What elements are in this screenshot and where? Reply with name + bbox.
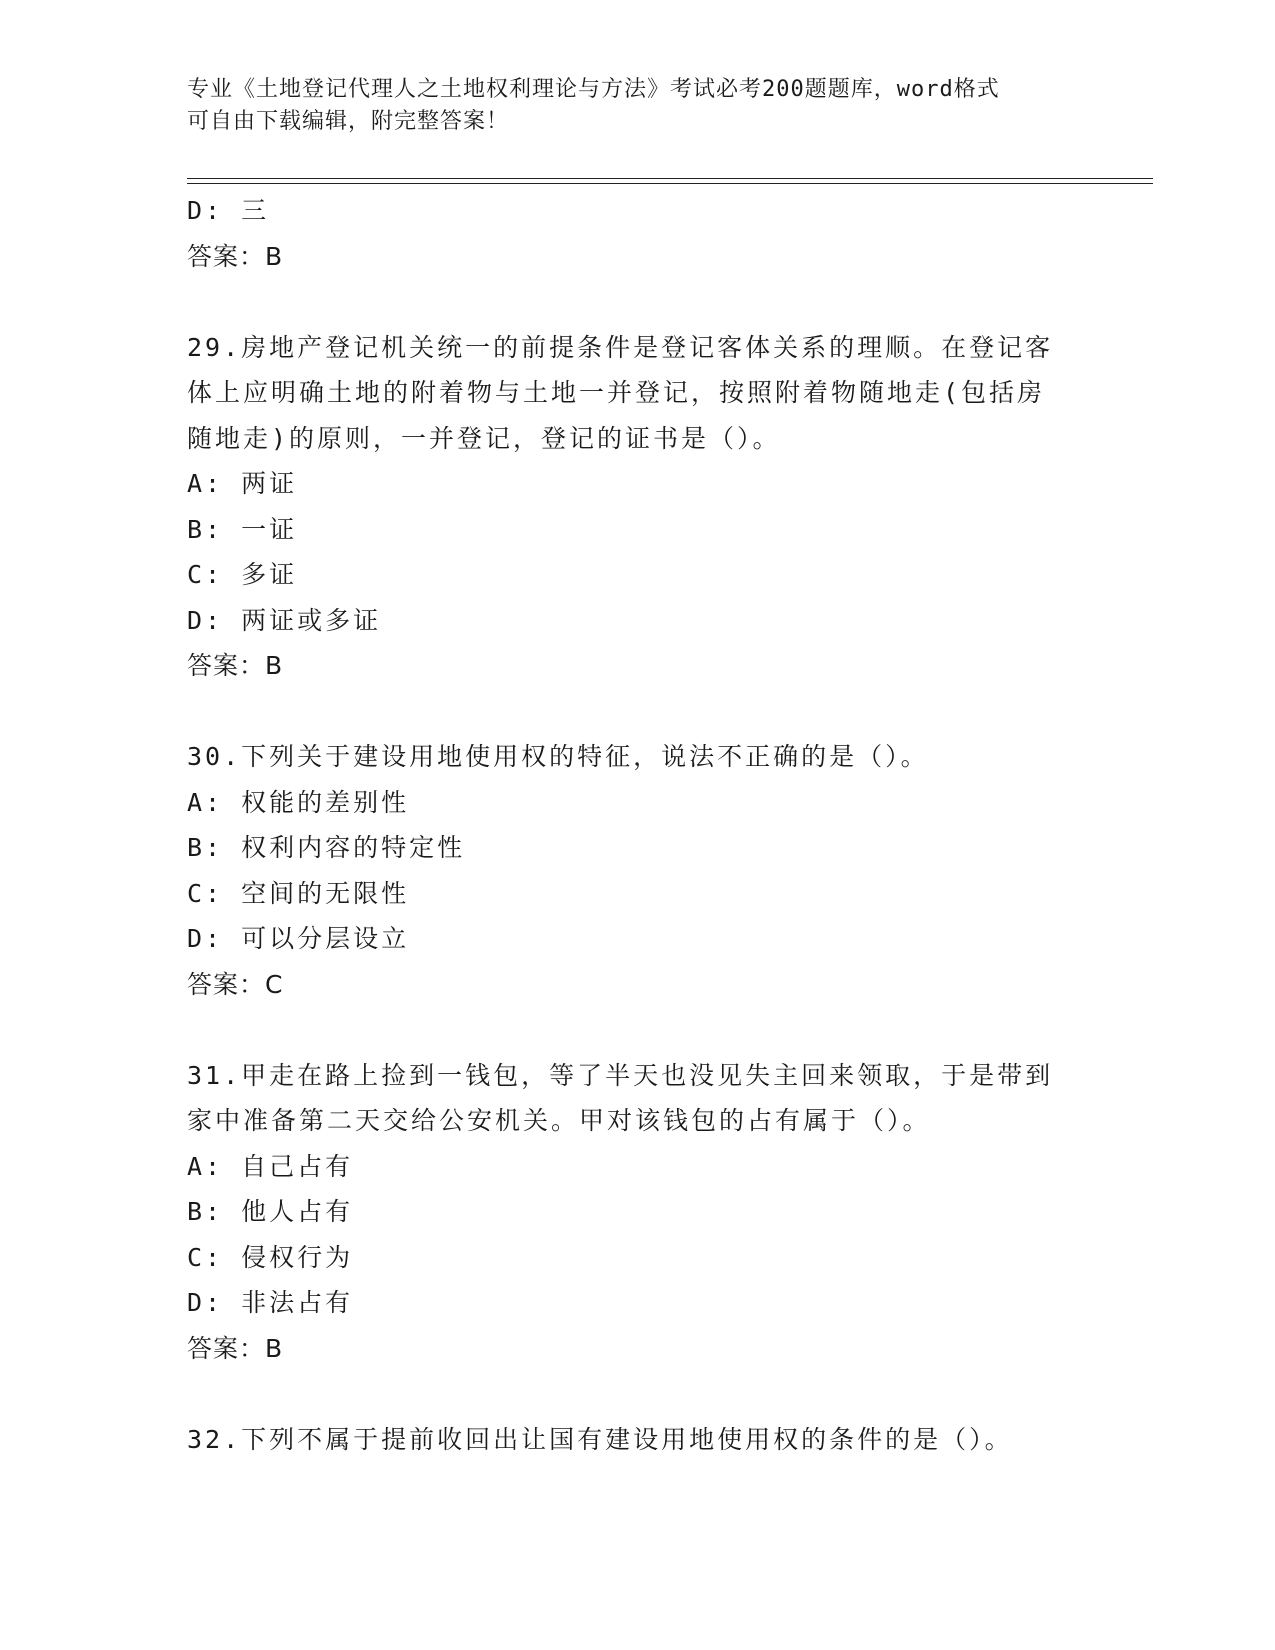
question-31 xyxy=(187,1053,1087,1372)
header-line-1: 专业《土地登记代理人之土地权利理论与方法》考试必考200题题库，word格式 xyxy=(187,77,1000,102)
document-body xyxy=(187,188,1087,1462)
option-d: D: 三 xyxy=(187,196,270,225)
question-29 xyxy=(187,325,1087,689)
question-text-line: 体上应明确土地的附着物与土地一并登记，按照附着物随地走(包括房 xyxy=(187,378,1046,407)
option-c: C: 侵权行为 xyxy=(187,1242,354,1272)
question-text-line: 家中准备第二天交给公安机关。甲对该钱包的占有属于（）。 xyxy=(187,1106,931,1135)
question-text-line: 随地走)的原则，一并登记，登记的证书是（）。 xyxy=(187,423,781,453)
option-c: C: 多证 xyxy=(187,560,298,589)
answer-line: 答案：B xyxy=(187,1333,284,1363)
spacer xyxy=(187,1371,1087,1417)
spacer xyxy=(187,1007,1087,1053)
option-b: B: 他人占有 xyxy=(187,1197,354,1226)
page-header xyxy=(187,74,1087,138)
question-30 xyxy=(187,734,1087,1007)
answer-line: 答案：B xyxy=(187,241,284,271)
answer-line: 答案：C xyxy=(187,969,284,999)
option-c: C: 空间的无限性 xyxy=(187,878,410,908)
option-a: A: 自己占有 xyxy=(187,1151,354,1181)
option-d: D: 两证或多证 xyxy=(187,605,382,635)
answer-line: 答案：B xyxy=(187,651,284,680)
option-b: B: 权利内容的特定性 xyxy=(187,833,466,862)
question-text-line: 31.甲走在路上捡到一钱包，等了半天也没见失主回来领取，于是带到 xyxy=(187,1060,1054,1090)
header-line-2: 可自由下载编辑，附完整答案！ xyxy=(187,109,510,134)
question-text-line: 30.下列关于建设用地使用权的特征，说法不正确的是（）。 xyxy=(187,742,929,771)
header-rule-top xyxy=(187,178,1153,179)
question-text-line: 32.下列不属于提前收回出让国有建设用地使用权的条件的是（）。 xyxy=(187,1424,1013,1454)
question-text-line: 29.房地产登记机关统一的前提条件是登记客体关系的理顺。在登记客 xyxy=(187,332,1054,362)
spacer xyxy=(187,279,1087,325)
header-rule-bottom xyxy=(187,183,1153,184)
option-d: D: 可以分层设立 xyxy=(187,924,410,953)
option-d: D: 非法占有 xyxy=(187,1288,354,1317)
question-32 xyxy=(187,1417,1087,1463)
option-b: B: 一证 xyxy=(187,514,298,544)
option-a: A: 两证 xyxy=(187,469,298,498)
option-a: A: 权能的差别性 xyxy=(187,787,410,817)
spacer xyxy=(187,689,1087,735)
